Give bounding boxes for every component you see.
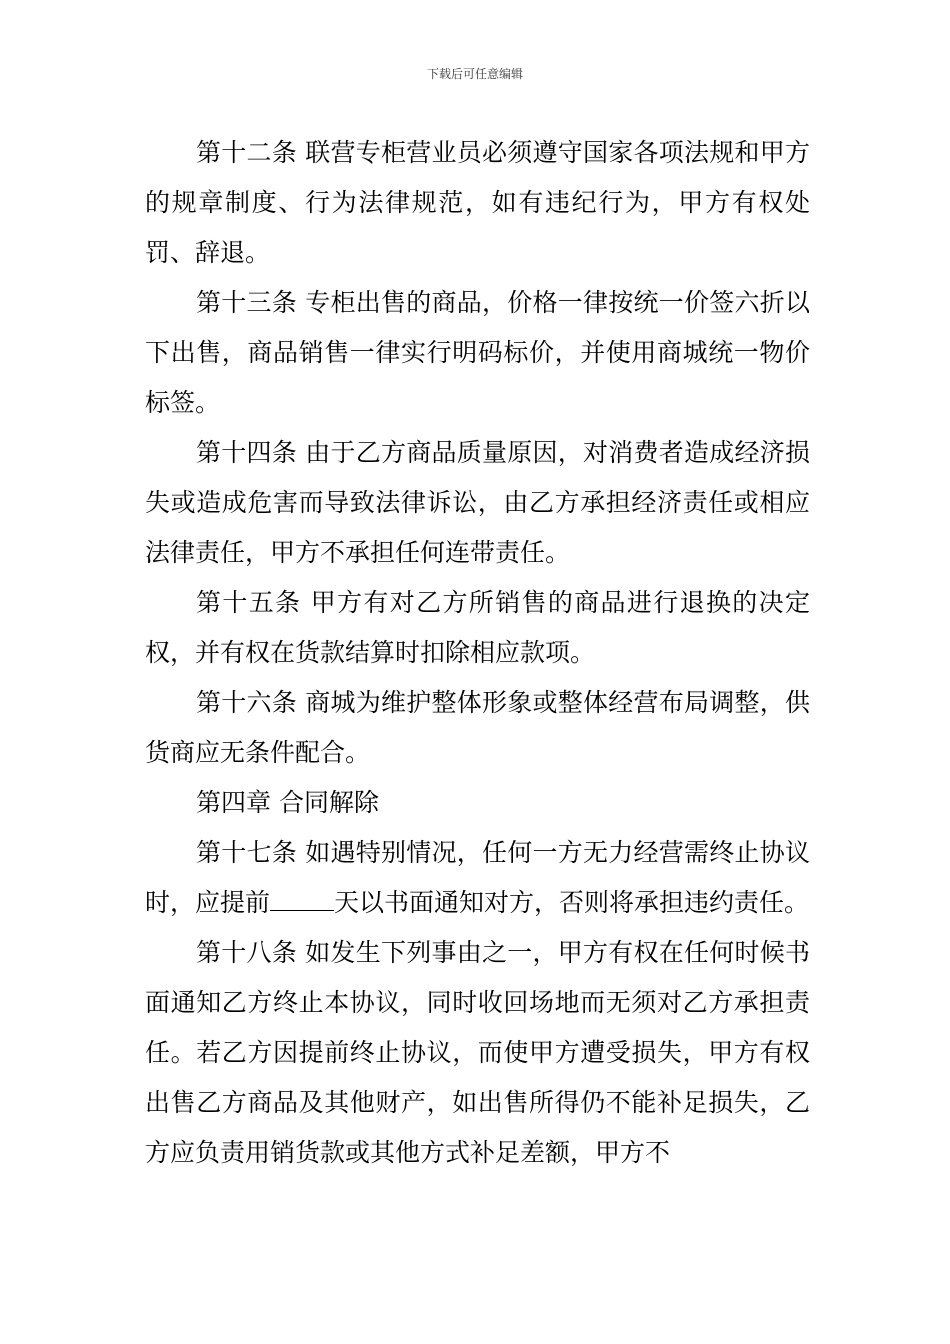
article-13: 第十三条 专柜出售的商品，价格一律按统一价签六折以下出售，商品销售一律实行明码标价，并使用商城统一物价标签。	[145, 288, 810, 417]
article-17-text-before-blank: 第十七条 如遇特别情况，任何一方无力经营需终止协议时，应提前	[145, 838, 810, 917]
page-header-note: 下载后可任意编辑	[426, 67, 523, 81]
document-body	[145, 128, 810, 1178]
chapter-4-heading: 第四章 合同解除	[196, 788, 379, 817]
fill-in-blank-days	[270, 888, 334, 911]
article-12: 第十二条 联营专柜营业员必须遵守国家各项法规和甲方的规章制度、行为法律规范，如有违纪行为，甲方有权处罚、辞退。	[145, 138, 810, 267]
article-14: 第十四条 由于乙方商品质量原因，对消费者造成经济损失或造成危害而导致法律诉讼，由乙方承担经济责任或相应法律责任，甲方不承担任何连带责任。	[145, 438, 810, 567]
article-17	[145, 828, 810, 928]
article-18: 第十八条 如发生下列事由之一，甲方有权在任何时候书面通知乙方终止本协议，同时收回场地而无须对乙方承担责任。若乙方因提前终止协议，而使甲方遭受损失，甲方有权出售乙方商品及其他财产，如出售所得仍不能补足损失，乙方应负责用销货款或其他方式补足差额，甲方不	[145, 938, 810, 1167]
article-16: 第十六条 商城为维护整体形象或整体经营布局调整，供货商应无条件配合。	[145, 688, 810, 767]
article-15: 第十五条 甲方有对乙方所销售的商品进行退换的决定权，并有权在货款结算时扣除相应款项。	[145, 588, 810, 667]
article-17-text-after-blank: 天以书面通知对方，否则将承担违约责任。	[334, 888, 810, 917]
